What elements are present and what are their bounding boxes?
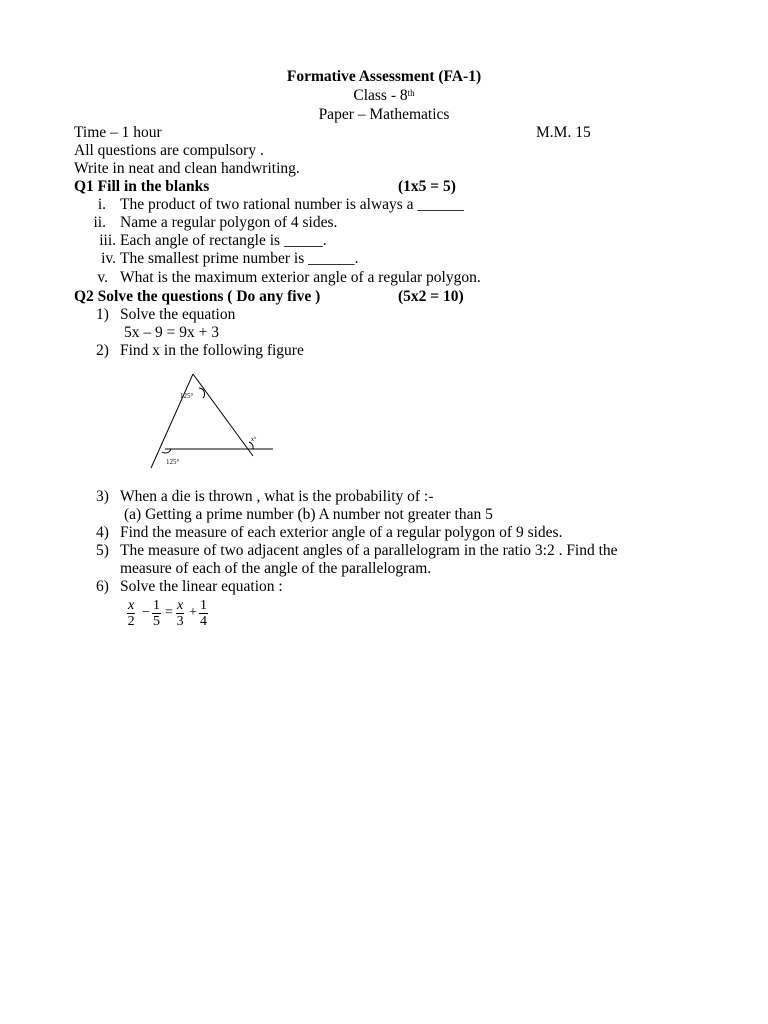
denominator: 2 [127, 614, 135, 629]
list-item-text: The product of two rational number is always a ______ [120, 196, 464, 213]
operator-minus: − [142, 605, 150, 620]
fraction [152, 598, 161, 629]
numerator: x [177, 598, 184, 613]
item-number: 4) [96, 524, 109, 541]
item-number: iv. [101, 250, 116, 267]
q2-title: Q2 Solve the questions ( Do any five ) [74, 288, 321, 305]
item-number: v. [97, 269, 108, 286]
list-item-text: What is the maximum exterior angle of a regular polygon. [120, 269, 481, 286]
maximum-marks: M.M. 15 [536, 124, 591, 141]
list-item-text: Solve the equation [120, 306, 236, 323]
list-item-text: The measure of two adjacent angles of a parallelogram in the ratio 3:2 . Find the [120, 542, 618, 559]
item-number: 5) [96, 542, 109, 559]
angle-arc-x [249, 442, 253, 449]
instruction-handwriting: Write in neat and clean handwriting. [74, 160, 300, 177]
operator-equals: = [165, 605, 173, 620]
item-number: ii. [93, 214, 106, 231]
angle-label-top: 125° [180, 392, 194, 400]
fraction [127, 598, 135, 629]
list-item-text: When a die is thrown , what is the probability of :- [120, 488, 434, 505]
time-limit: Time – 1 hour [74, 124, 162, 141]
q1-title: Q1 Fill in the blanks [74, 178, 210, 195]
item-number: 6) [96, 578, 109, 595]
list-item-text: Name a regular polygon of 4 sides. [120, 214, 338, 231]
item-number: i. [97, 196, 106, 213]
class-superscript: th [407, 88, 415, 98]
triangle-left-side [151, 374, 193, 468]
item-number: 1) [96, 306, 109, 323]
triangle-right-side [193, 374, 253, 456]
q1-marks: (1x5 = 5) [398, 178, 456, 195]
fraction [199, 598, 208, 629]
angle-arc-top [199, 388, 205, 398]
list-item-subtext: (a) Getting a prime number (b) A number not greater than 5 [124, 506, 493, 523]
item-number: iii. [99, 232, 116, 249]
list-item-text: Solve the linear equation : [120, 578, 283, 595]
angle-label-bottom: 125° [166, 458, 180, 466]
page-title: Formative Assessment (FA-1) [286, 68, 482, 85]
list-item-text: Each angle of rectangle is _____. [120, 232, 327, 249]
equation-line: 5x – 9 = 9x + 3 [124, 324, 219, 341]
q2-marks: (5x2 = 10) [398, 288, 464, 305]
instruction-compulsory: All questions are compulsory . [74, 142, 264, 159]
numerator: 1 [153, 598, 160, 613]
denominator: 5 [153, 614, 160, 629]
list-item-subtext: measure of each of the angle of the parallelogram. [120, 560, 432, 577]
triangle-figure [145, 370, 280, 470]
angle-arc-bottom [162, 449, 171, 453]
paper-subject: Paper – Mathematics [318, 106, 450, 123]
item-number: 2) [96, 342, 109, 359]
angle-label-x: x° [251, 437, 257, 443]
list-item-text: Find the measure of each exterior angle of a regular polygon of 9 sides. [120, 524, 563, 541]
class-label: Class - 8 [353, 87, 408, 104]
item-number: 3) [96, 488, 109, 505]
numerator: 1 [200, 598, 207, 613]
operator-plus: + [189, 605, 197, 620]
list-item-text: The smallest prime number is ______. [120, 250, 359, 267]
list-item-text: Find x in the following figure [120, 342, 304, 359]
fraction [176, 598, 184, 629]
denominator: 4 [200, 614, 207, 629]
numerator: x [128, 598, 135, 613]
class-line [0, 87, 768, 105]
denominator: 3 [176, 614, 184, 629]
